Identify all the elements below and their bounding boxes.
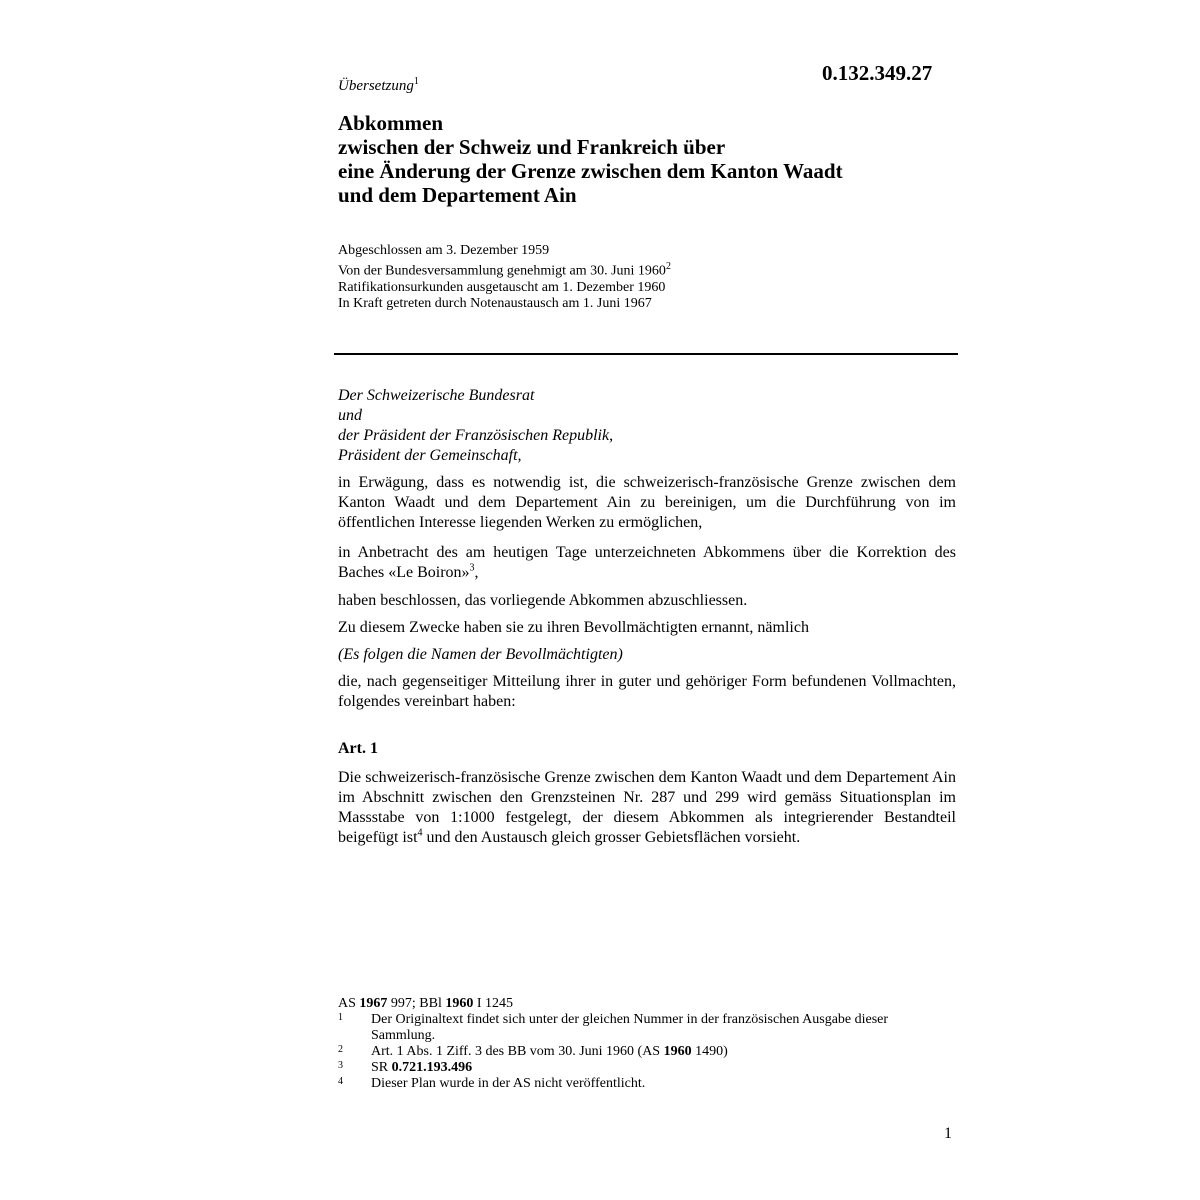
- ratification-date: Ratifikationsurkunden ausgetauscht am 1. Dezember 1960: [338, 279, 666, 295]
- party-switzerland: Der Schweizerische Bundesrat: [338, 387, 535, 404]
- footnote-item: [338, 1012, 938, 1044]
- footnote-text-b: 1490): [691, 1044, 728, 1059]
- title-line: zwischen der Schweiz und Frankreich über: [338, 135, 726, 159]
- title-line: eine Änderung der Grenze zwischen dem Kanton Waadt: [338, 159, 843, 183]
- footnote-text: Dieser Plan wurde in der AS nicht veröffentlicht.: [371, 1076, 646, 1091]
- footnote-text: Der Originaltext findet sich unter der gleichen Nummer in der französischen Ausgabe dieser Sammlung.: [371, 1012, 889, 1043]
- source-as-year: 1967: [359, 996, 388, 1011]
- footnote-item: [338, 1060, 938, 1076]
- article-1-text: [338, 768, 956, 848]
- article-1-text-a: Die schweizerisch-französische Grenze zwischen dem Kanton Waadt und dem Departement Ain im Abschnitt zwischen den Grenzsteinen Nr. 287 und 299 wird gemäss Situationsplan im Massstabe von 1:1000 festgelegt, der diesem Abkommen als integrierender Bestandteil beigefügt ist: [338, 769, 956, 846]
- page-number: 1: [944, 1125, 952, 1142]
- footnote-text: [371, 1060, 938, 1076]
- footnote-text-bold: 1960: [663, 1044, 692, 1059]
- concluded-date: Abgeschlossen am 3. Dezember 1959: [338, 243, 550, 258]
- approval-text: Von der Bundesversammlung genehmigt am 30. Juni 1960: [338, 263, 666, 279]
- party-france: der Präsident der Französischen Republik,: [338, 427, 614, 444]
- footnote-text: [371, 1044, 938, 1060]
- preamble-paragraph-1: in Erwägung, dass es notwendig ist, die schweizerisch-französische Grenze zwischen dem Kanton Waadt und dem Departement Ain zu bereinigen, um die Durchführung von im öffentlichen Interesse liegenden Werken zu ermöglichen,: [338, 474, 956, 531]
- document-metadata: [338, 243, 671, 312]
- source-as-label: AS: [338, 996, 360, 1011]
- article-1-heading: Art. 1: [338, 740, 378, 757]
- source-bbl-year: 1960: [445, 996, 474, 1011]
- footnote-ref-2[interactable]: 2: [665, 261, 671, 272]
- footnote-ref-3[interactable]: 3: [469, 562, 475, 574]
- translation-label: [338, 76, 419, 95]
- footnote-number: 1: [338, 1012, 343, 1023]
- party-france-title: Präsident der Gemeinschaft,: [338, 447, 522, 464]
- footnote-ref-1[interactable]: 1: [413, 76, 419, 87]
- footnote-item: [338, 1076, 938, 1092]
- party-conjunction: und: [338, 407, 362, 424]
- source-bbl-page: I 1245: [473, 996, 514, 1011]
- in-force-date: In Kraft getreten durch Notenaustausch am 1. Juni 1967: [338, 295, 652, 311]
- article-1-text-b: und den Austausch gleich grosser Gebietsflächen vorsieht.: [422, 829, 801, 846]
- footnote-text-a: Art. 1 Abs. 1 Ziff. 3 des BB vom 30. Juni 1960 (AS: [371, 1044, 664, 1059]
- preamble-paragraph-4: Zu diesem Zwecke haben sie zu ihren Bevollmächtigten ernannt, nämlich: [338, 619, 809, 636]
- preamble-paragraph-2: [338, 543, 956, 583]
- plenipotentiaries-note: (Es folgen die Namen der Bevollmächtigten): [338, 646, 623, 663]
- approval-date: [338, 259, 671, 280]
- translation-text: Übersetzung: [338, 78, 414, 94]
- footnote-number: 3: [338, 1060, 343, 1071]
- title-line: Abkommen: [338, 111, 444, 135]
- preamble-p2-text: in Anbetracht des am heutigen Tage unterzeichneten Abkommens über die Korrektion des Baches «Le Boiron»: [338, 544, 956, 581]
- contracting-parties: [338, 386, 613, 466]
- source-reference: [338, 996, 938, 1012]
- preamble-paragraph-3: haben beschlossen, das vorliegende Abkommen abzuschliessen.: [338, 592, 748, 609]
- footnote-text-bold[interactable]: 0.721.193.496: [391, 1060, 473, 1075]
- footnote-item: [338, 1044, 938, 1060]
- divider-rule: [334, 353, 958, 355]
- footnote-number: 4: [338, 1076, 343, 1087]
- preamble-p2-end: ,: [474, 564, 479, 581]
- title-line: und dem Departement Ain: [338, 183, 577, 207]
- footnotes: [338, 996, 938, 1092]
- document-title: [338, 111, 843, 207]
- source-as-page: 997; BBl: [387, 996, 446, 1011]
- footnote-number: 2: [338, 1044, 343, 1055]
- sr-number: 0.132.349.27: [822, 61, 933, 85]
- footnote-text-a: SR: [371, 1060, 392, 1075]
- footnote-ref-4[interactable]: 4: [417, 827, 423, 839]
- preamble-paragraph-6: die, nach gegenseitiger Mitteilung ihrer in guter und gehöriger Form befundenen Vollmachten, folgendes vereinbart haben:: [338, 673, 956, 710]
